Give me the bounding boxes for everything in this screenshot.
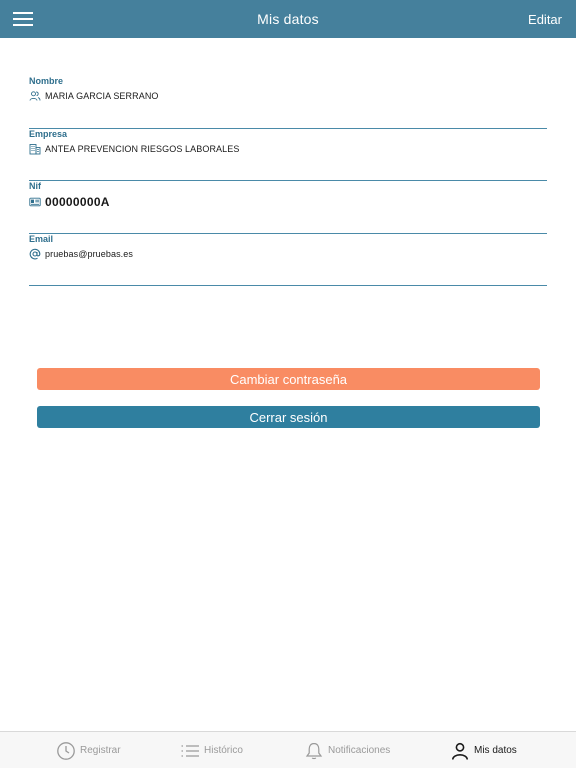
tab-label: Mis datos xyxy=(474,745,517,756)
field-value-row xyxy=(29,90,159,102)
building-icon xyxy=(29,143,41,155)
field-value: 00000000A xyxy=(45,195,110,209)
tab-historico[interactable] xyxy=(180,732,243,768)
tab-label: Registrar xyxy=(80,745,121,756)
tab-registrar[interactable] xyxy=(56,732,121,768)
menu-button[interactable] xyxy=(10,6,36,32)
field-label: Email xyxy=(29,233,54,244)
field-empresa xyxy=(29,129,547,182)
field-label: Nombre xyxy=(29,76,64,86)
field-email xyxy=(29,234,547,287)
tab-notificaciones[interactable] xyxy=(304,732,390,768)
field-label: Empresa xyxy=(29,128,68,139)
edit-button[interactable]: Editar xyxy=(528,11,562,27)
id-card-icon xyxy=(29,196,41,208)
bell-icon xyxy=(304,741,324,761)
change-password-button[interactable]: Cambiar contraseña xyxy=(37,368,540,390)
tab-label: Histórico xyxy=(204,745,243,756)
at-icon xyxy=(29,248,41,260)
field-nif xyxy=(29,181,547,234)
list-icon xyxy=(180,741,200,761)
field-label: Nif xyxy=(29,181,41,191)
tab-mis-datos[interactable] xyxy=(450,732,517,768)
logout-button[interactable]: Cerrar sesión xyxy=(37,406,540,428)
field-value-row xyxy=(29,248,133,260)
page-title: Mis datos xyxy=(257,11,319,27)
field-value: MARIA GARCIA SERRANO xyxy=(45,91,159,101)
field-value-row xyxy=(29,143,239,155)
top-navigation-bar xyxy=(0,0,576,38)
hamburger-icon xyxy=(12,11,34,27)
bottom-tab-bar xyxy=(0,731,576,768)
user-icon xyxy=(450,741,470,761)
field-nombre xyxy=(29,76,547,129)
clock-icon xyxy=(56,741,76,761)
user-group-icon xyxy=(29,90,41,102)
field-value-row xyxy=(29,195,110,209)
field-value: ANTEA PREVENCION RIESGOS LABORALES xyxy=(45,143,240,154)
tab-label: Notificaciones xyxy=(328,745,391,756)
field-value: pruebas@pruebas.es xyxy=(45,248,133,259)
profile-fields xyxy=(29,76,547,286)
